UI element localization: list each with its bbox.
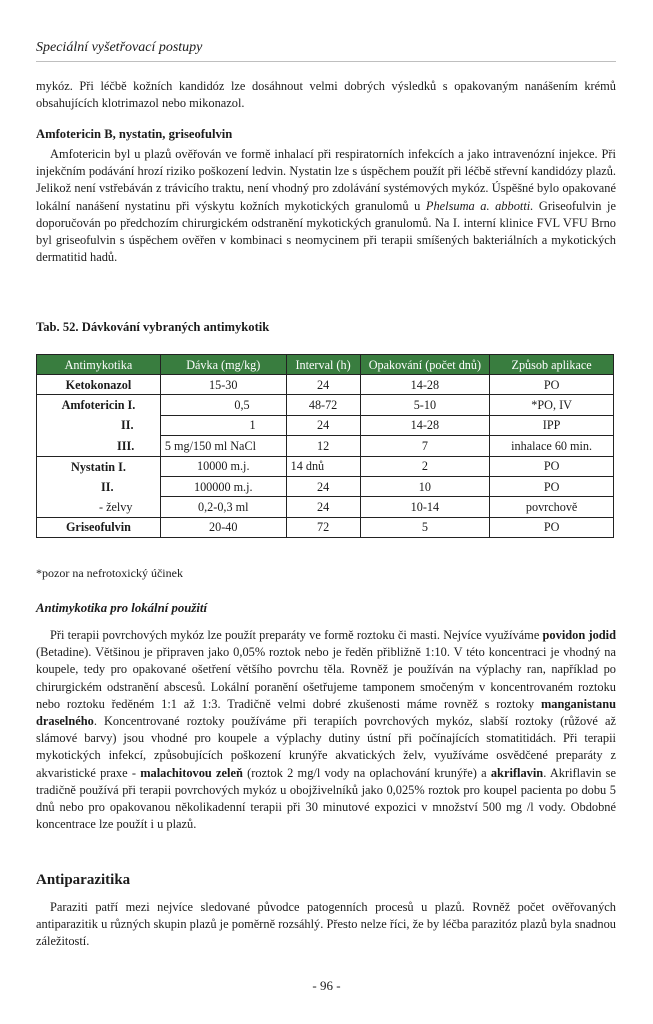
dose-cell: 100000 m.j. xyxy=(160,476,286,496)
table-row xyxy=(37,395,614,415)
section-heading-antiparazitika: Antiparazitika xyxy=(36,872,131,888)
dose-cell: 20-40 xyxy=(160,517,286,537)
table-row xyxy=(37,517,614,537)
header-cell-route: Způsob aplikace xyxy=(490,355,614,375)
section-heading-amfotericin: Amfotericin B, nystatin, griseofulvin xyxy=(36,127,233,141)
table-row xyxy=(37,497,614,517)
keyword-akriflavin: akriflavin xyxy=(490,765,544,780)
route-cell: IPP xyxy=(490,415,614,435)
dose-cell: 0,2-0,3 ml xyxy=(160,497,286,517)
repeat-cell: 10-14 xyxy=(360,497,490,517)
drug-subitem-cell: II. xyxy=(37,476,161,496)
running-head-rule xyxy=(36,61,616,62)
table-row xyxy=(37,375,614,395)
drug-cell: Ketokonazol xyxy=(37,375,161,395)
interval-cell: 24 xyxy=(286,476,360,496)
table-caption: Tab. 52. Dávkování vybraných antimykotik xyxy=(36,320,270,334)
route-cell: *PO, IV xyxy=(490,395,614,415)
text-run: (Betadine). Většinou je připraven jako 0,05% roztok nebo je ředěn přibližně 1:10. V této koncentraci je vhodný na koupele, tedy pro opakované ošetření většího povrchu těla. Rovněž je používán na výplachy ran, například po chirurgickém odstranění abscesů. Lokální poranění ošetřujeme tamponem smočeným v koncentrovaném roztoku nebo roztoku ředěném 1:1 až 1:3. Tradičně velmi dobré zkušenosti máme rovněž s roztoky xyxy=(36,645,616,711)
drug-subitem-cell: III. xyxy=(37,436,161,456)
table-footnote: *pozor na nefrotoxický účinek xyxy=(36,566,183,580)
drug-subitem-cell: II. xyxy=(37,415,161,435)
dose-cell: 1 xyxy=(160,415,286,435)
section-heading-local-antimycotics: Antimykotika pro lokální použití xyxy=(36,601,208,615)
route-cell: PO xyxy=(490,375,614,395)
text-run: Při terapii povrchových mykóz lze použít preparáty ve formě roztoku či masti. Nejvíce využíváme xyxy=(50,628,543,642)
repeat-cell: 10 xyxy=(360,476,490,496)
header-cell-dose: Dávka (mg/kg) xyxy=(160,355,286,375)
page-number: - 96 - xyxy=(312,978,341,993)
interval-cell: 48-72 xyxy=(286,395,360,415)
header-cell-repeat: Opakování (počet dnů) xyxy=(360,355,490,375)
route-cell: povrchově xyxy=(490,497,614,517)
text-run: . Akriflavin se tradičně používá při terapii povrchových mykóz u obojživelníků jako 0,025% roztok pro koupel pacienta po dobu 5 dnů nebo pro opakovanou několikadenní terapii při 30 minutové expozici v množství 500 mg /l vody. Obdobné koncentrace lze použít i u plazů. xyxy=(36,765,617,832)
header-cell-drug: Antimykotika xyxy=(37,355,161,375)
keyword-manganistan: manganistanu draselného xyxy=(36,696,616,729)
header-cell-interval: Interval (h) xyxy=(286,355,360,375)
dosage-table-container xyxy=(36,354,614,538)
repeat-cell: 14-28 xyxy=(360,375,490,395)
repeat-cell: 5 xyxy=(360,517,490,537)
repeat-cell: 5-10 xyxy=(360,395,490,415)
table-row xyxy=(37,436,614,456)
running-head: Speciální vyšetřovací postupy xyxy=(36,40,203,55)
dose-cell: 5 mg/150 ml NaCl xyxy=(160,436,286,456)
drug-cell: Griseofulvin xyxy=(37,517,161,537)
table-row xyxy=(37,415,614,435)
repeat-cell: 7 xyxy=(360,436,490,456)
paragraph-amfotericin-text-2: Griseofulvin je doporučován po předchozím chirurgickém odstranění mykotických granulomů. Na I. interní klinice FVL VFU Brno byl griseofulvin s úspěchem ověřen v kombinaci s neomycinem při terapii smíšených bakteriálních a mykotických dermatitid hadů. xyxy=(36,198,616,265)
text-run: (roztok 2 mg/l vody na oplachování krunýře) a xyxy=(242,765,491,780)
keyword-povidon-jodid: povidon jodid xyxy=(542,628,616,642)
drug-subitem-cell: - želvy xyxy=(37,497,161,517)
repeat-cell: 2 xyxy=(360,456,490,476)
text-run: . Koncentrované roztoky používáme při terapiích povrchových mykóz, slabší roztoky (růžové až slámové barvy) jsou vhodné pro koupele a výplachy dutiny ústní při počínajících stomatitidách. Při terapii mykotických infekcí, způsobujících poškození krunýře akvatických želv, využíváme osvědčené preparáty z akvaristické praxe - xyxy=(36,714,616,780)
keyword-malachitova-zelen: malachitovou zeleň xyxy=(140,765,243,780)
species-name: Phelsuma a. abbotti. xyxy=(425,198,534,213)
dose-cell: 10000 m.j. xyxy=(160,456,286,476)
table-row xyxy=(37,456,614,476)
route-cell: PO xyxy=(490,456,614,476)
table-header-row xyxy=(37,355,614,375)
interval-cell: 12 xyxy=(286,436,360,456)
paragraph-amfotericin-text-1: Amfotericin byl u plazů ověřován ve formě inhalací při respiratorních infekcích a jako intravenózní injekce. Při injekčním podávání hrozí riziko poškození ledvin. Nystatin lze s úspěchem použít při léčbě střevní kandidózy plazů. Jelikož není vstřebáván z trávicího traktu, není vhodný pro zdolávání systémových mykóz. Úspěšné bylo opakované lokální nanášení nystatinu při výskytu kožních mykotických granulomů u xyxy=(36,147,616,213)
repeat-cell: 14-28 xyxy=(360,415,490,435)
interval-cell: 14 dnů xyxy=(286,456,360,476)
paragraph-local-antimycotics xyxy=(36,627,616,833)
interval-cell: 72 xyxy=(286,517,360,537)
dose-cell: 15-30 xyxy=(160,375,286,395)
interval-cell: 24 xyxy=(286,415,360,435)
drug-cell: Amfotericin I. xyxy=(37,395,161,415)
table-row xyxy=(37,476,614,496)
intro-paragraph: mykóz. Při léčbě kožních kandidóz lze dosáhnout velmi dobrých výsledků s opakovaným nanášením krémů obsahujících klotrimazol nebo mikonazol. xyxy=(36,79,616,111)
dosage-table xyxy=(36,354,614,538)
route-cell: PO xyxy=(490,517,614,537)
interval-cell: 24 xyxy=(286,497,360,517)
drug-cell: Nystatin I. xyxy=(37,456,161,476)
dose-cell: 0,5 xyxy=(160,395,286,415)
paragraph-antiparazitika: Paraziti patří mezi nejvíce sledované původce patogenních procesů u plazů. Rovněž počet ověřovaných antiparazitik u různých skupin plazů je poměrně rozsáhlý. Přesto nelze říci, že by léčba parazitóz plazů byla snadnou záležitostí. xyxy=(36,900,616,949)
route-cell: PO xyxy=(490,476,614,496)
interval-cell: 24 xyxy=(286,375,360,395)
paragraph-amfotericin xyxy=(36,146,616,266)
route-cell: inhalace 60 min. xyxy=(490,436,614,456)
